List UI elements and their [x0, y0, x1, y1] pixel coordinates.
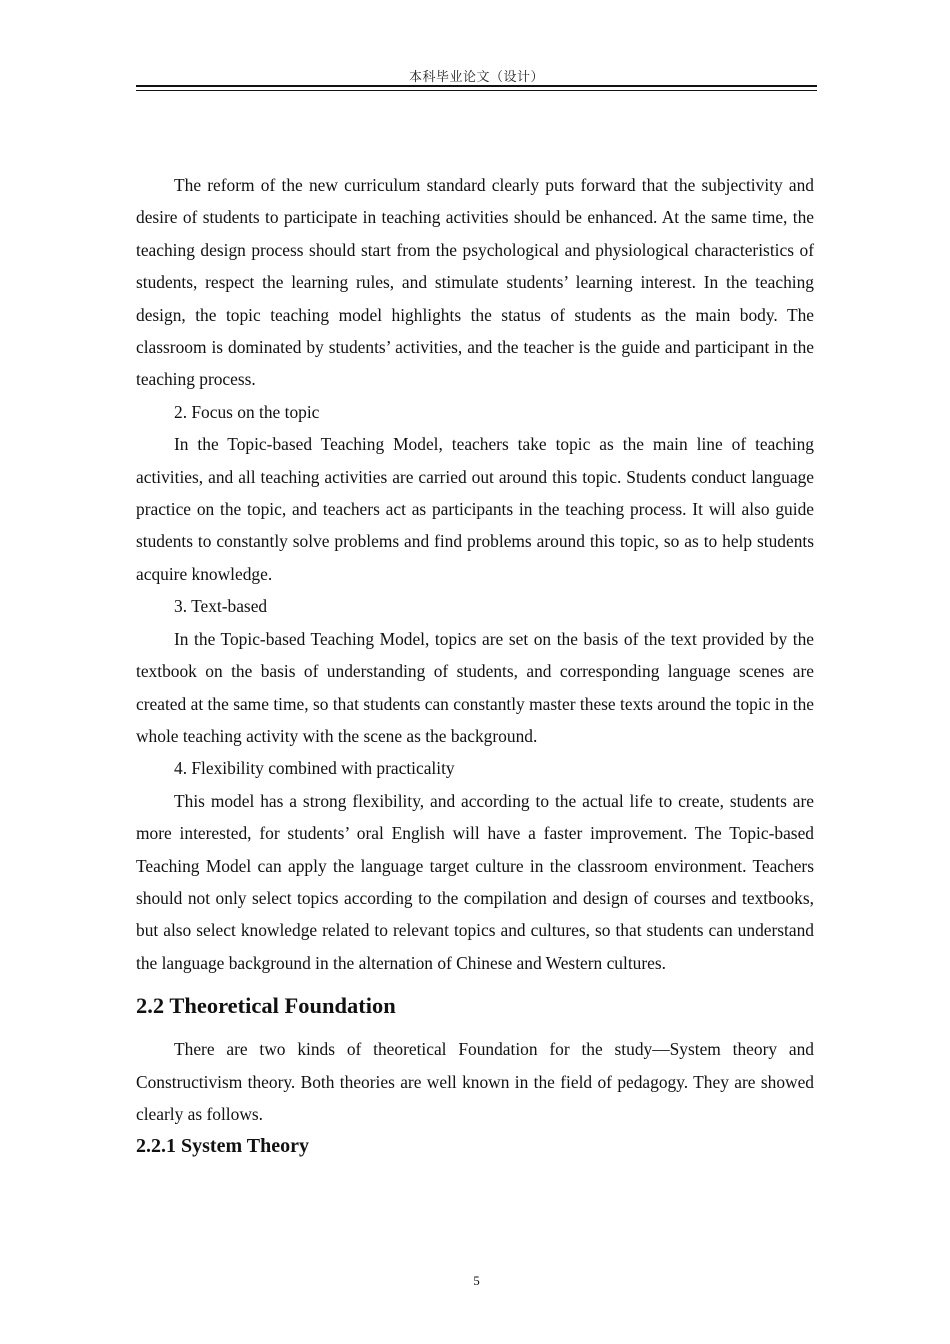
- paragraph-curriculum-reform: The reform of the new curriculum standard clearly puts forward that the subjectivity and desire of students to participate in teaching activities should be enhanced. At the same time, the teaching design process should start from the psychological and physiological characteristics of students, respect the learning rules, and stimulate students’ learning interest. In the teaching design, the topic teaching model highlights the status of students as the main body. The classroom is dominated by students’ activities, and the teacher is the guide and participant in the teaching process.: [136, 175, 814, 390]
- running-header: 本科毕业论文（设计）: [408, 69, 544, 84]
- header-rule: [136, 85, 817, 87]
- paragraph-flexibility: This model has a strong flexibility, and according to the actual life to create, students are more interested, for students’ oral English will have a faster improvement. The Topic-based Teaching Model can apply the language target culture in the classroom environment. Teachers should not only select topics according to the compilation and design of courses and textbooks, but also select knowledge related to relevant topics and cultures, so that students can understand the language background in the alternation of Chinese and Western cultures.: [136, 790, 814, 973]
- list-item-text-based: 3. Text-based: [174, 596, 268, 617]
- header-rule-thin: [136, 90, 817, 91]
- page-number: 5: [473, 1273, 480, 1288]
- paragraph-focus-on-topic: In the Topic-based Teaching Model, teachers take topic as the main line of teaching activities, and all teaching activities are carried out around this topic. Students conduct language practice on the topic, and teachers act as participants in the teaching process. It will also guide students to constantly solve problems and find problems around this topic, so as to help students acquire knowledge.: [136, 434, 814, 584]
- paragraph-text-based: In the Topic-based Teaching Model, topics are set on the basis of the text provided by the textbook on the basis of understanding of students, and corresponding language scenes are created at the same time, so that students can constantly master these texts around the topic in the whole teaching activity with the scene as the background.: [136, 628, 814, 746]
- section-heading-theoretical-foundation: 2.2 Theoretical Foundation: [136, 993, 396, 1019]
- subsection-heading-system-theory: 2.2.1 System Theory: [136, 1135, 309, 1158]
- list-item-focus-on-topic: 2. Focus on the topic: [174, 401, 320, 422]
- paragraph-theoretical-foundation: There are two kinds of theoretical Foundation for the study—System theory and Constructivism theory. Both theories are well known in the field of pedagogy. They are showed clearly as follows.: [136, 1039, 814, 1124]
- body-text: [136, 169, 814, 1162]
- list-item-flexibility: 4. Flexibility combined with practicality: [174, 758, 455, 779]
